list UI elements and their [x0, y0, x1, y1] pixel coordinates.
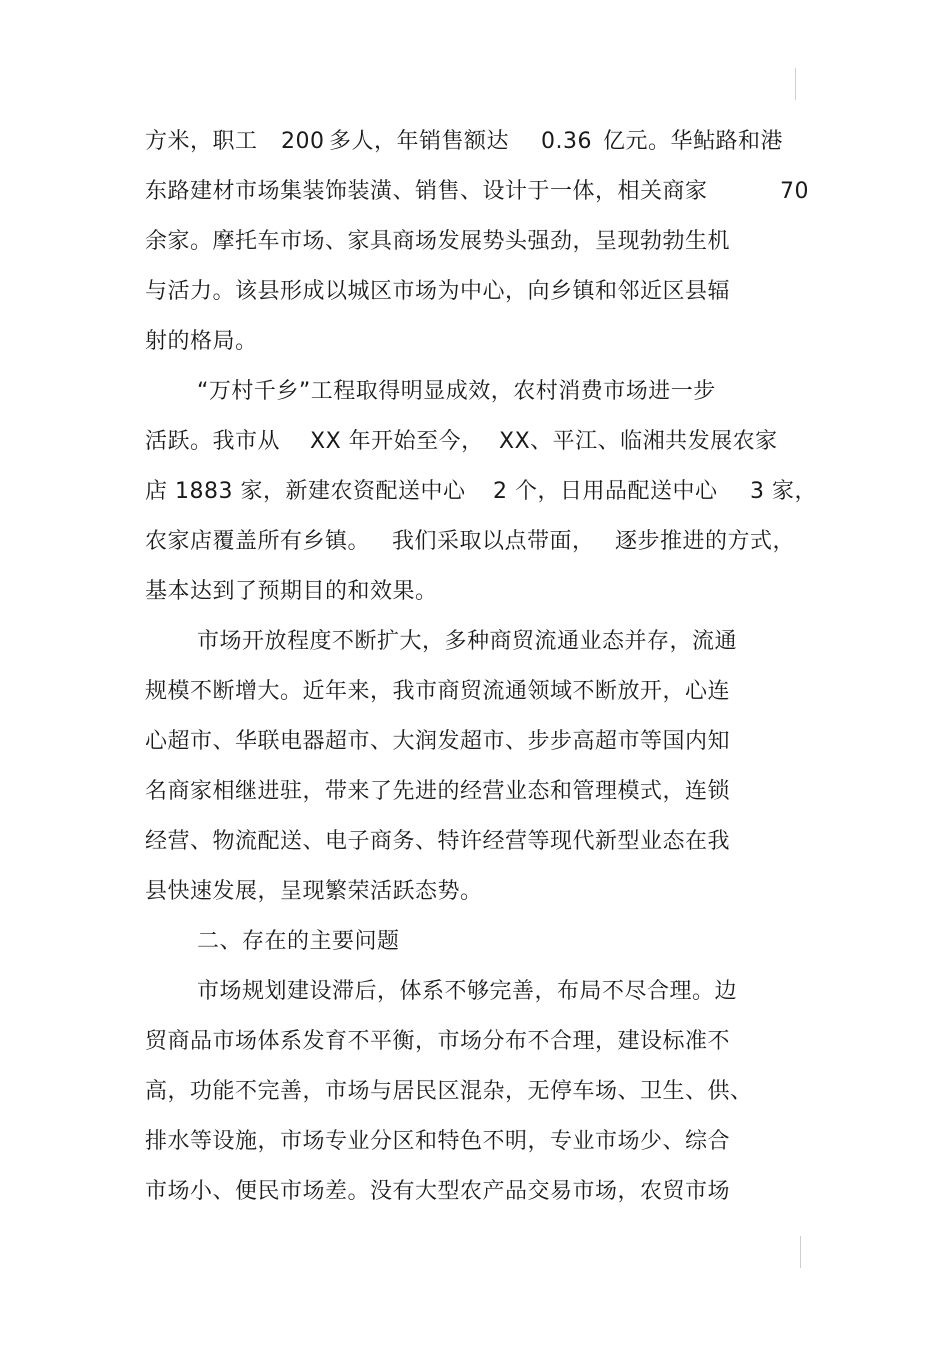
text-segment: XX 年开始至今， — [310, 429, 484, 454]
text-segment: 与活力。该县形成以城区市场为中心，向乡镇和邻近区县辐 — [145, 279, 731, 304]
text-segment: 我们采取以点带面， — [392, 529, 595, 554]
text-segment: 贸商品市场体系发育不平衡，市场分布不合理，建设标准不 — [145, 1029, 731, 1054]
text-segment: 市场小、便民市场差。没有大型农产品交易市场，农贸市场 — [145, 1179, 731, 1204]
text-segment: 高，功能不完善，市场与居民区混杂，无停车场、卫生、供、 — [145, 1079, 753, 1104]
text-segment: 活跃。我市从 — [145, 429, 281, 454]
text-segment: 射的格局。 — [145, 329, 258, 354]
text-segment: 二、存在的主要问题 — [197, 929, 400, 954]
text-segment: 方米，职工 — [145, 129, 258, 154]
text-segment: 2 个，日用品配送中心 — [493, 479, 718, 504]
text-segment: 70 — [780, 179, 809, 204]
text-segment: 名商家相继进驻，带来了先进的经营业态和管理模式，连锁 — [145, 779, 731, 804]
text-segment: 店 1883 家，新建农资配送中心 — [145, 479, 466, 504]
text-segment: 县快速发展，呈现繁荣活跃态势。 — [145, 879, 483, 904]
text-segment: 多人，年销售额达 — [329, 129, 510, 154]
text-segment: 排水等设施，市场专业分区和特色不明，专业市场少、综合 — [145, 1129, 731, 1154]
text-segment: “万村千乡”工程取得明显成效，农村消费市场进一步 — [197, 379, 716, 404]
text-segment: 200 — [281, 129, 325, 154]
text-segment: 市场规划建设滞后，体系不够完善，布局不尽合理。边 — [197, 979, 738, 1004]
text-segment: 农家店覆盖所有乡镇。 — [145, 529, 371, 554]
text-segment: 市场开放程度不断扩大，多种商贸流通业态并存，流通 — [197, 629, 738, 654]
text-segment: 东路建材市场集装饰装潢、销售、设计于一体，相关商家 — [145, 179, 708, 204]
page-corner-mark-bottom — [800, 1236, 801, 1268]
page-corner-mark-top — [795, 68, 796, 100]
text-segment: 基本达到了预期目的和效果。 — [145, 579, 438, 604]
text-segment: 规模不断增大。近年来，我市商贸流通领域不断放开，心连 — [145, 679, 731, 704]
text-segment: 余家。摩托车市场、家具商场发展势头强劲，呈现勃勃生机 — [145, 229, 731, 254]
text-segment: 3 家， — [750, 479, 817, 504]
text-segment: 经营、物流配送、电子商务、特许经营等现代新型业态在我 — [145, 829, 731, 854]
text-segment: 0.36 — [541, 129, 592, 154]
text-segment: XX、平江、临湘共发展农家 — [499, 429, 778, 454]
text-segment: 心超市、华联电器超市、大润发超市、步步高超市等国内知 — [145, 729, 731, 754]
text-segment: 亿元。华鲇路和港 — [603, 129, 784, 154]
text-segment: 逐步推进的方式， — [615, 529, 796, 554]
